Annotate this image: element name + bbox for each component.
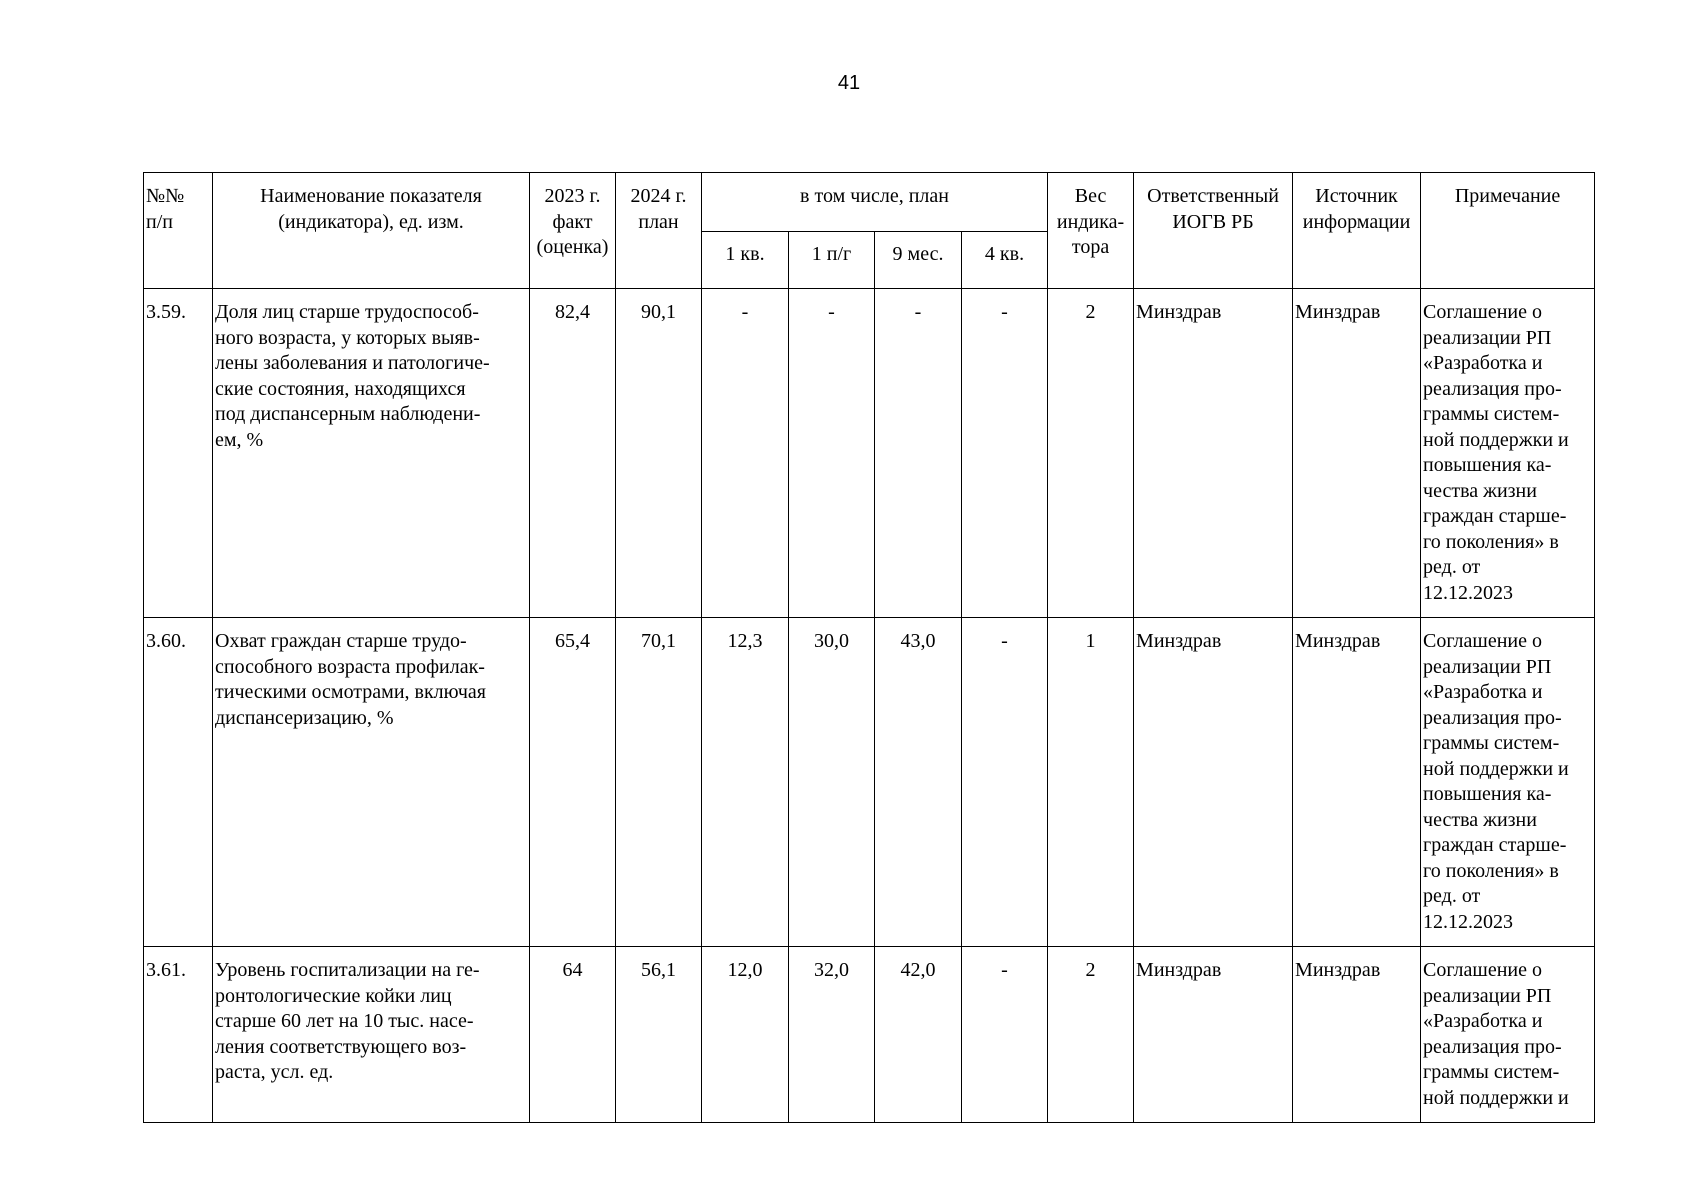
row-source: Минздрав: [1293, 947, 1421, 1123]
row-q1: 12,0: [702, 947, 789, 1123]
row-weight: 2: [1048, 947, 1134, 1123]
row-fact-2023: 65,4: [530, 618, 616, 947]
row-q4: -: [962, 289, 1048, 618]
row-note: Соглашение о реализации РП «Разработка и реализация про- граммы систем- ной поддержки и: [1421, 947, 1595, 1123]
row-num: 3.60.: [144, 618, 213, 947]
row-name: Охват граждан старше трудо- способного возраста профилак- тическими осмотрами, включая диспансеризацию, %: [213, 618, 530, 947]
header-name: Наименование показателя (индикатора), ед. изм.: [213, 173, 530, 289]
page-number: 41: [837, 72, 861, 94]
row-h1: -: [789, 289, 875, 618]
row-num: 3.61.: [144, 947, 213, 1123]
row-fact-2023: 82,4: [530, 289, 616, 618]
row-plan-2024: 90,1: [616, 289, 702, 618]
header-plan-2024: 2024 г. план: [616, 173, 702, 289]
row-weight: 1: [1048, 618, 1134, 947]
row-plan-2024: 70,1: [616, 618, 702, 947]
header-weight: Вес индика- тора: [1048, 173, 1134, 289]
row-plan-2024: 56,1: [616, 947, 702, 1123]
row-fact-2023: 64: [530, 947, 616, 1123]
row-name: Доля лиц старше трудоспособ- ного возраста, у которых выяв- лены заболевания и патологиче- ские состояния, находящихся под диспансерным наблюдени- ем, %: [213, 289, 530, 618]
row-note: Соглашение о реализации РП «Разработка и реализация про- граммы систем- ной поддержки и повышения ка- чества жизни граждан старше- го поколения» в ред. от 12.12.2023: [1421, 618, 1595, 947]
row-note: Соглашение о реализации РП «Разработка и реализация про- граммы систем- ной поддержки и повышения ка- чества жизни граждан старше- го поколения» в ред. от 12.12.2023: [1421, 289, 1595, 618]
header-note: Примечание: [1421, 173, 1595, 289]
row-q1: -: [702, 289, 789, 618]
row-responsible: Минздрав: [1134, 947, 1293, 1123]
table-row: [144, 618, 1595, 947]
row-q4: -: [962, 947, 1048, 1123]
indicators-table: [143, 172, 1595, 1123]
header-9m: 9 мес.: [875, 232, 962, 289]
header-including-plan: в том числе, план: [702, 173, 1048, 232]
row-source: Минздрав: [1293, 289, 1421, 618]
row-9m: -: [875, 289, 962, 618]
row-9m: 42,0: [875, 947, 962, 1123]
header-q4: 4 кв.: [962, 232, 1048, 289]
header-source: Источник информации: [1293, 173, 1421, 289]
row-num: 3.59.: [144, 289, 213, 618]
header-h1: 1 п/г: [789, 232, 875, 289]
table-row: [144, 947, 1595, 1123]
row-weight: 2: [1048, 289, 1134, 618]
row-responsible: Минздрав: [1134, 289, 1293, 618]
header-num: №№ п/п: [144, 173, 213, 289]
row-h1: 30,0: [789, 618, 875, 947]
row-9m: 43,0: [875, 618, 962, 947]
row-name: Уровень госпитализации на ге- ронтологические койки лиц старше 60 лет на 10 тыс. насе- ления соответствующего воз- раста, усл. ед.: [213, 947, 530, 1123]
row-q4: -: [962, 618, 1048, 947]
row-source: Минздрав: [1293, 618, 1421, 947]
row-responsible: Минздрав: [1134, 618, 1293, 947]
header-responsible: Ответственный ИОГВ РБ: [1134, 173, 1293, 289]
table-row: [144, 289, 1595, 618]
row-q1: 12,3: [702, 618, 789, 947]
header-fact-2023: 2023 г. факт (оценка): [530, 173, 616, 289]
table-header: [144, 173, 1595, 289]
header-q1: 1 кв.: [702, 232, 789, 289]
row-h1: 32,0: [789, 947, 875, 1123]
